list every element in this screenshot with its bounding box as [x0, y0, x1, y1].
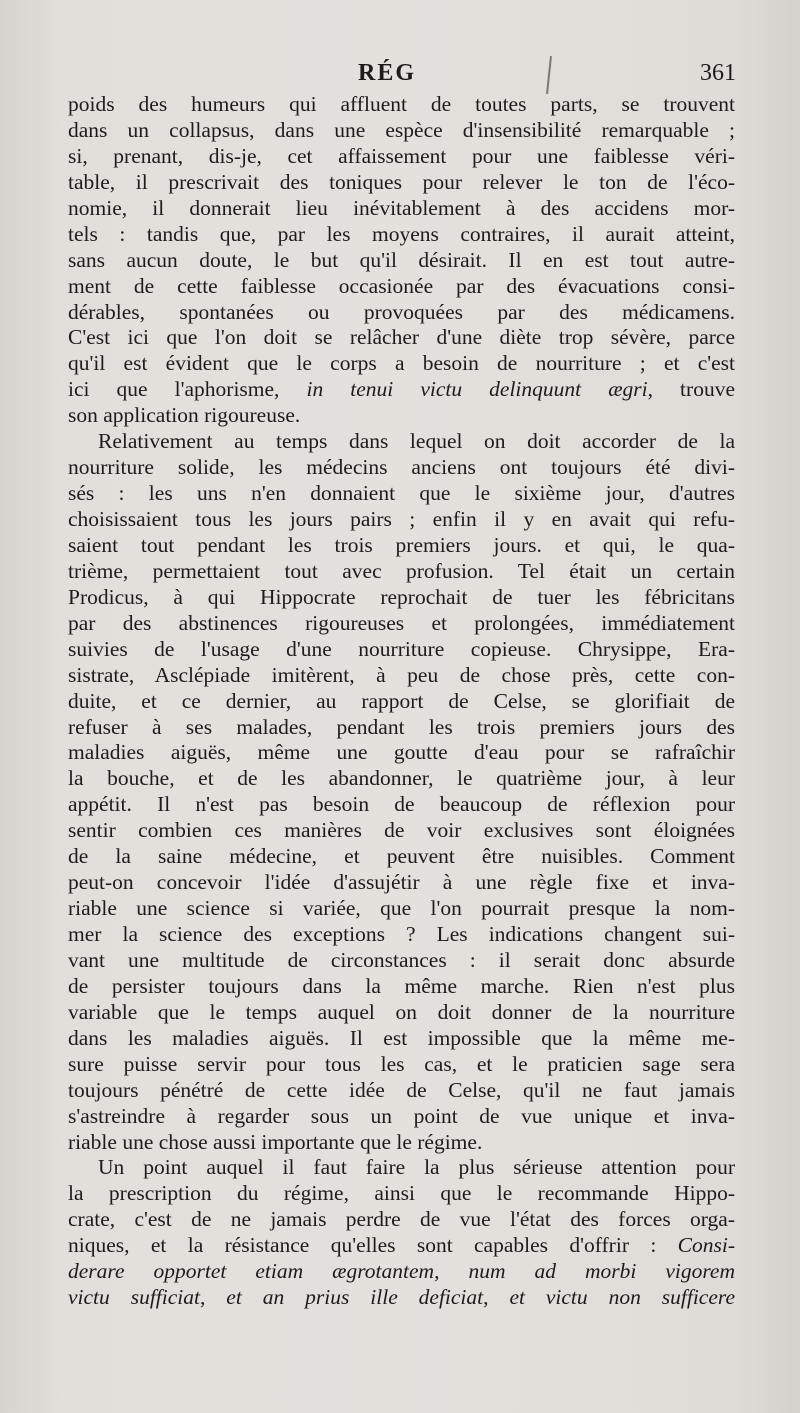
text-run: sés : les uns n'en donnaient que le sixième jour, d'autres — [68, 481, 735, 506]
text-line — [68, 222, 735, 248]
text-run: refuser à ses malades, pendant les trois premiers jours des — [68, 714, 735, 739]
text-line — [68, 637, 735, 663]
text-line — [68, 1259, 735, 1285]
text-line — [68, 196, 735, 222]
text-line — [68, 1052, 735, 1078]
text-run: dérables, spontanées ou provoquées par des médicamens. — [68, 299, 735, 324]
text-run: suivies de l'usage d'une nourriture copieuse. Chrysippe, Era- — [68, 636, 735, 661]
text-line — [68, 429, 735, 455]
text-line — [68, 818, 735, 844]
text-line — [68, 325, 735, 351]
text-line — [68, 663, 735, 689]
text-run: poids des humeurs qui affluent de toutes parts, se trouvent — [68, 92, 735, 116]
text-run: appétit. Il n'est pas besoin de beaucoup de réflexion pour — [68, 792, 735, 817]
text-line — [68, 870, 735, 896]
text-run: Relativement au temps dans lequel on doit accorder de la — [98, 429, 735, 454]
text-run: de persister toujours dans la même marche. Rien n'est plus — [68, 973, 735, 998]
text-run: qu'il est évident que le corps a besoin de nourriture ; et c'est — [68, 351, 735, 376]
text-line — [68, 170, 735, 196]
italic-text: victu sufficiat — [68, 1285, 200, 1310]
text-run: s'astreindre à regarder sous un point de vue unique et inva- — [68, 1103, 735, 1128]
text-line — [68, 1000, 735, 1026]
text-line — [68, 300, 735, 326]
text-run: choisissaient tous les jours pairs ; enfin il y en avait qui refu- — [68, 507, 735, 531]
text-line — [68, 92, 735, 118]
text-run: par des abstinences rigoureuses et prolongées, immédiatement — [68, 610, 735, 635]
text-line — [68, 844, 735, 870]
text-run: peut-on concevoir l'idée d'assujétir à une règle fixe et inva- — [68, 870, 735, 895]
text-run: crate, c'est de ne jamais perdre de vue l'état des forces orga- — [68, 1207, 735, 1232]
body-text — [68, 92, 735, 1311]
text-line — [68, 1078, 735, 1104]
text-line — [68, 689, 735, 715]
text-run: la prescription du régime, ainsi que le recommande Hippo- — [68, 1181, 735, 1206]
text-run: si, prenant, dis-je, cet affaissement pour une faiblesse véri- — [68, 143, 735, 168]
text-line — [68, 922, 735, 948]
text-run: vant une multitude de circonstances : il serait donc absurde — [68, 947, 735, 972]
text-run: Un point auquel il faut faire la plus sérieuse attention pour — [98, 1155, 735, 1180]
text-run: sans aucun doute, le but qu'il désirait. Il en est tout autre- — [68, 247, 735, 272]
text-line — [68, 948, 735, 974]
text-run: sure puisse servir pour tous les cas, et le praticien sage sera — [68, 1051, 735, 1076]
text-line — [68, 896, 735, 922]
italic-text: derare opportet etiam ægrotantem, num ad morbi vigorem — [68, 1259, 735, 1284]
text-run: la bouche, et de les abandonner, le quatrième jour, à leur — [68, 766, 735, 791]
text-run: C'est ici que l'on doit se relâcher d'une diète trop sévère, parce — [68, 325, 735, 350]
text-line — [68, 507, 735, 533]
text-run: ici que l'aphorisme, — [68, 377, 307, 402]
text-line — [68, 1181, 735, 1207]
text-run: de la saine médecine, et peuvent être nuisibles. Comment — [68, 844, 735, 869]
text-run: saient tout pendant les trois premiers jours. et qui, le qua- — [68, 532, 735, 557]
text-line — [68, 351, 735, 377]
text-line — [68, 792, 735, 818]
text-line — [68, 144, 735, 170]
text-run: riable une chose aussi importante que le régime. — [68, 1129, 483, 1154]
text-line — [68, 766, 735, 792]
text-run: table, il prescrivait des toniques pour relever le ton de l'éco- — [68, 169, 735, 194]
text-line — [68, 1233, 735, 1259]
text-run: son application rigoureuse. — [68, 403, 301, 428]
text-line — [68, 974, 735, 1000]
paragraph — [68, 92, 735, 429]
running-head: RÉG — [358, 60, 417, 86]
italic-text: et victu non sufficere — [509, 1285, 735, 1310]
text-run: dans les maladies aiguës. Il est impossible que la même me- — [68, 1025, 735, 1050]
italic-text: in tenui victu delinquunt ægri — [306, 377, 648, 402]
text-run: tels : tandis que, par les moyens contraires, il aurait atteint, — [68, 221, 735, 246]
text-run: nomie, il donnerait lieu inévitablement à des accidens mor- — [68, 195, 735, 220]
text-line — [68, 1155, 735, 1181]
italic-text: et an prius ille deficiat — [226, 1285, 484, 1310]
text-line — [68, 1104, 735, 1130]
text-run: , trouve — [647, 377, 735, 402]
text-line — [68, 715, 735, 741]
text-run: duite, et ce dernier, au rapport de Celse, se glorifiait de — [68, 688, 735, 713]
text-run: trième, permettaient tout avec profusion. Tel était un certain — [68, 558, 735, 583]
text-line — [68, 1026, 735, 1052]
text-run: maladies aiguës, même une goutte d'eau pour se rafraîchir — [68, 740, 735, 765]
text-line — [68, 1130, 735, 1156]
text-line — [68, 118, 735, 144]
text-run: sistrate, Asclépiade imitèrent, à peu de chose près, cette con- — [68, 662, 735, 687]
text-run: niques, et la résistance qu'elles sont capables d'offrir : — [68, 1233, 678, 1258]
text-line — [68, 481, 735, 507]
text-run: , — [199, 1285, 227, 1310]
text-run: toujours pénétré de cette idée de Celse, qu'il ne faut jamais — [68, 1077, 735, 1102]
text-run: mer la science des exceptions ? Les indications changent sui- — [68, 922, 735, 946]
text-run: sentir combien ces manières de voir exclusives sont éloignées — [68, 818, 735, 843]
text-line — [68, 377, 735, 403]
paragraph — [68, 429, 735, 1155]
text-run: Prodicus, à qui Hippocrate reprochait de tuer les fébricitans — [68, 584, 735, 609]
text-run: , — [483, 1285, 510, 1310]
text-run: dans un collapsus, dans une espèce d'insensibilité remarquable ; — [68, 117, 735, 142]
text-line — [68, 740, 735, 766]
page-number: 361 — [700, 60, 736, 86]
text-run: riable une science si variée, que l'on pourrait presque la nom- — [68, 896, 735, 921]
text-line — [68, 533, 735, 559]
text-line — [68, 455, 735, 481]
text-line — [68, 1207, 735, 1233]
paragraph — [68, 1155, 735, 1311]
text-line — [68, 403, 735, 429]
text-line — [68, 248, 735, 274]
text-line — [68, 611, 735, 637]
text-run: variable que le temps auquel on doit donner de la nourriture — [68, 999, 735, 1024]
text-line — [68, 585, 735, 611]
text-line — [68, 274, 735, 300]
italic-text: Consi- — [677, 1233, 735, 1258]
text-line — [68, 559, 735, 585]
text-run: ment de cette faiblesse occasionée par des évacuations consi- — [68, 273, 735, 298]
text-line — [68, 1285, 735, 1311]
text-run: nourriture solide, les médecins anciens ont toujours été divi- — [68, 455, 735, 480]
